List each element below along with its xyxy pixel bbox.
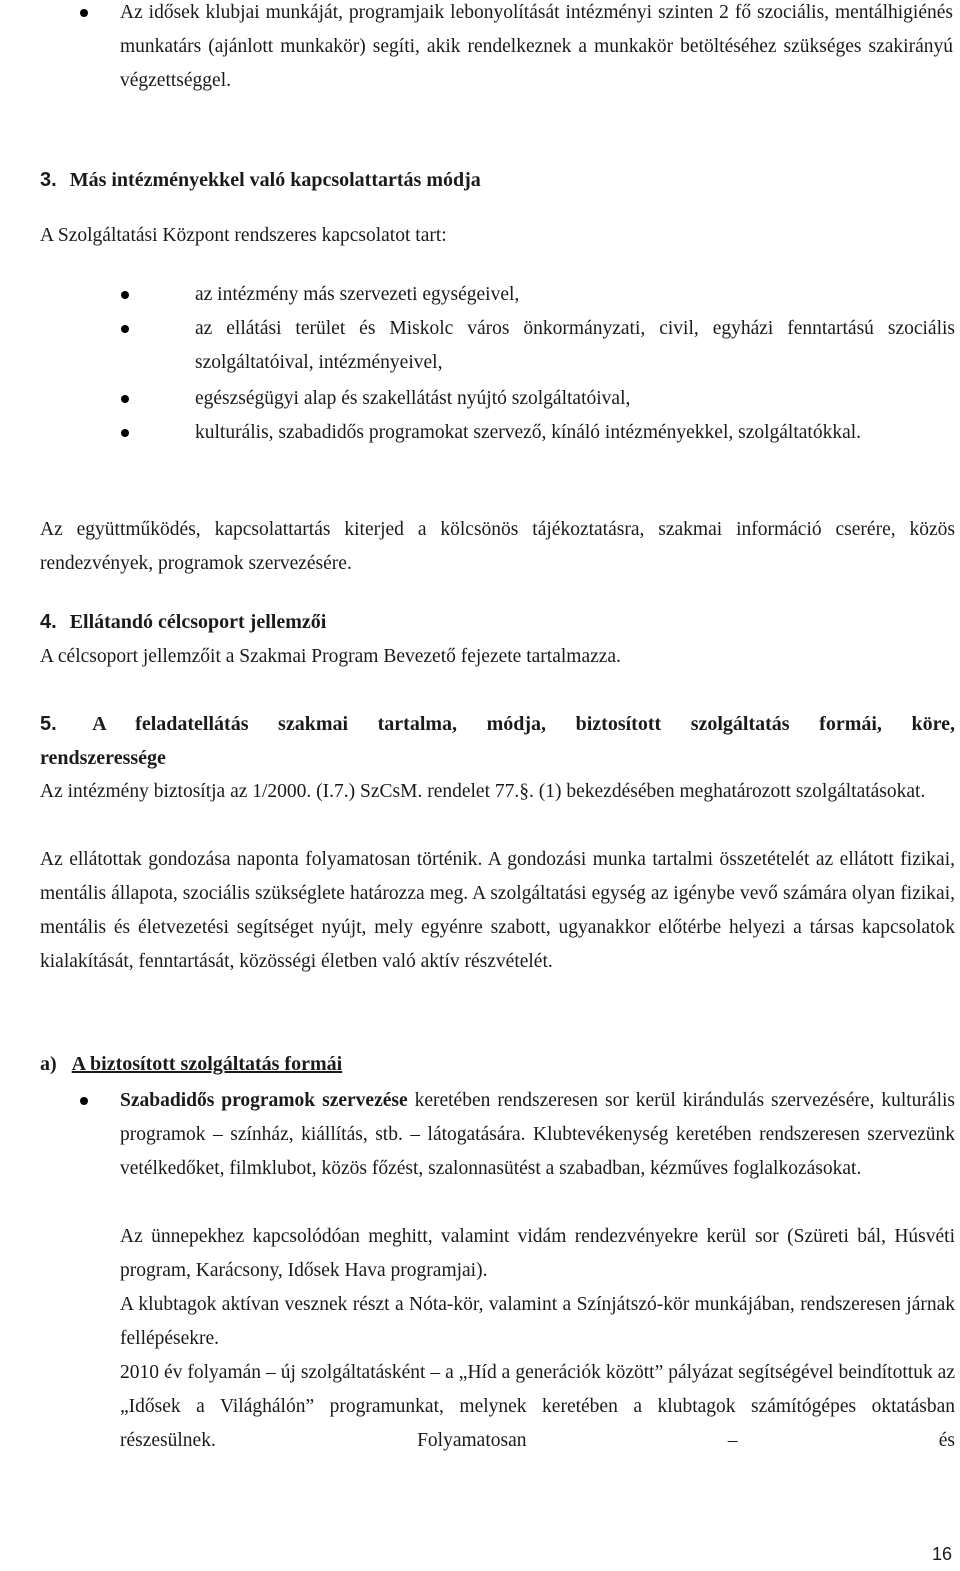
subsection-a-heading [40, 1047, 342, 1081]
bullet-icon [80, 9, 88, 17]
bullet-icon [80, 1097, 88, 1105]
bullet-icon [121, 429, 129, 437]
subsection-a-para2: Az ünnepekhez kapcsolódóan meghitt, valamint vidám rendezvényekre kerül sor (Szüreti bál, Húsvéti program, Karácsony, Idősek Hava programjai). [120, 1226, 955, 1281]
intro-paragraph: Az idősek klubjai munkáját, programjaik lebonyolítását intézményi szinten 2 fő szociális, mentálhigiénés munkatárs (ajánlott munkakör) segíti, akik rendelkeznek a munkakör betöltéséhez szükséges szakirányú végzettséggel. [120, 2, 953, 91]
section-3-number: 3. [40, 169, 57, 191]
section-5-para2: Az ellátottak gondozása naponta folyamatosan történik. A gondozási munka tartalmi összetételét az ellátott fizikai, mentális állapota, szociális szükséglete határozza meg. A szolgáltatási egység az igénybe vevő számára olyan fizikai, mentális és életvezetési segítséget nyújt, mely egyénre szabott, ugyanakkor előtérbe helyezi a társas kapcsolatok kialakítását, fenntartását, közösségi életben való aktív részvételét. [40, 849, 955, 972]
subsection-a-item-text: keretében rendszeresen sor kerül kirándulás szervezésére, kulturális programok – színház, kiállítás, stb. – látogatására. Klubtevékenység keretében rendszeresen szervezünk vetélkedőket, filmklubot, közös főzést, szalonnasütést a szabadban, kézműves foglalkozásokat. [120, 1090, 955, 1179]
section-4-text: A célcsoport jellemzőit a Szakmai Program Bevezető fejezete tartalmazza. [40, 646, 621, 667]
section-3-closing: Az együttműködés, kapcsolattartás kiterjed a kölcsönös tájékoztatásra, szakmai információ cserére, közös rendezvények, programok szervezésére. [40, 519, 955, 574]
bullet-icon [121, 395, 129, 403]
section-3-item: kulturális, szabadidős programokat szervező, kínáló intézményekkel, szolgáltatókkal. [195, 422, 862, 443]
section-4-title: Ellátandó célcsoport jellemzői [69, 611, 327, 633]
section-3-item: az ellátási terület és Miskolc város önkormányzati, civil, egyházi fenntartású szociális szolgáltatóival, intézményeivel, [195, 318, 955, 373]
section-3-heading [40, 163, 481, 197]
section-4-number: 4. [40, 611, 57, 633]
subsection-a-para4: 2010 év folyamán – új szolgáltatásként – a „Híd a generációk között” pályázat segítségével beindítottuk az „Idősek a Világhálón” programunkat, melynek keretében a klubtagok számítógépes oktatásban részesülnek. Folyamatosan – és [120, 1362, 955, 1451]
subsection-a-label: a) [40, 1053, 57, 1075]
subsection-a-item [120, 1084, 955, 1186]
page-number: 16 [931, 1544, 952, 1564]
section-3-title: Más intézményekkel való kapcsolattartás módja [69, 169, 481, 191]
section-5-number: 5. [40, 713, 57, 735]
section-3-item: egészségügyi alap és szakellátást nyújtó szolgáltatóival, [195, 388, 631, 409]
section-4-heading [40, 605, 326, 639]
bullet-icon [121, 291, 129, 299]
subsection-a-item-bold: Szabadidős programok szervezése [120, 1090, 408, 1111]
section-5-title-line1: A feladatellátás szakmai tartalma, módja, biztosított szolgáltatás formái, köre, [92, 713, 955, 735]
bullet-icon [121, 325, 129, 333]
section-5-title-line2: rendszeressége [40, 747, 166, 769]
section-5-heading [40, 707, 955, 741]
subsection-a-para3: A klubtagok aktívan vesznek részt a Nóta-kör, valamint a Színjátszó-kör munkájában, rendszeresen járnak fellépésekre. [120, 1294, 955, 1349]
section-3-item: az intézmény más szervezeti egységeivel, [195, 284, 520, 305]
section-3-lead: A Szolgáltatási Központ rendszeres kapcsolatot tart: [40, 225, 447, 246]
subsection-a-title: A biztosított szolgáltatás formái [71, 1053, 343, 1075]
section-5-para1: Az intézmény biztosítja az 1/2000. (I.7.) SzCsM. rendelet 77.§. (1) bekezdésében meghatározott szolgáltatásokat. [40, 781, 926, 802]
